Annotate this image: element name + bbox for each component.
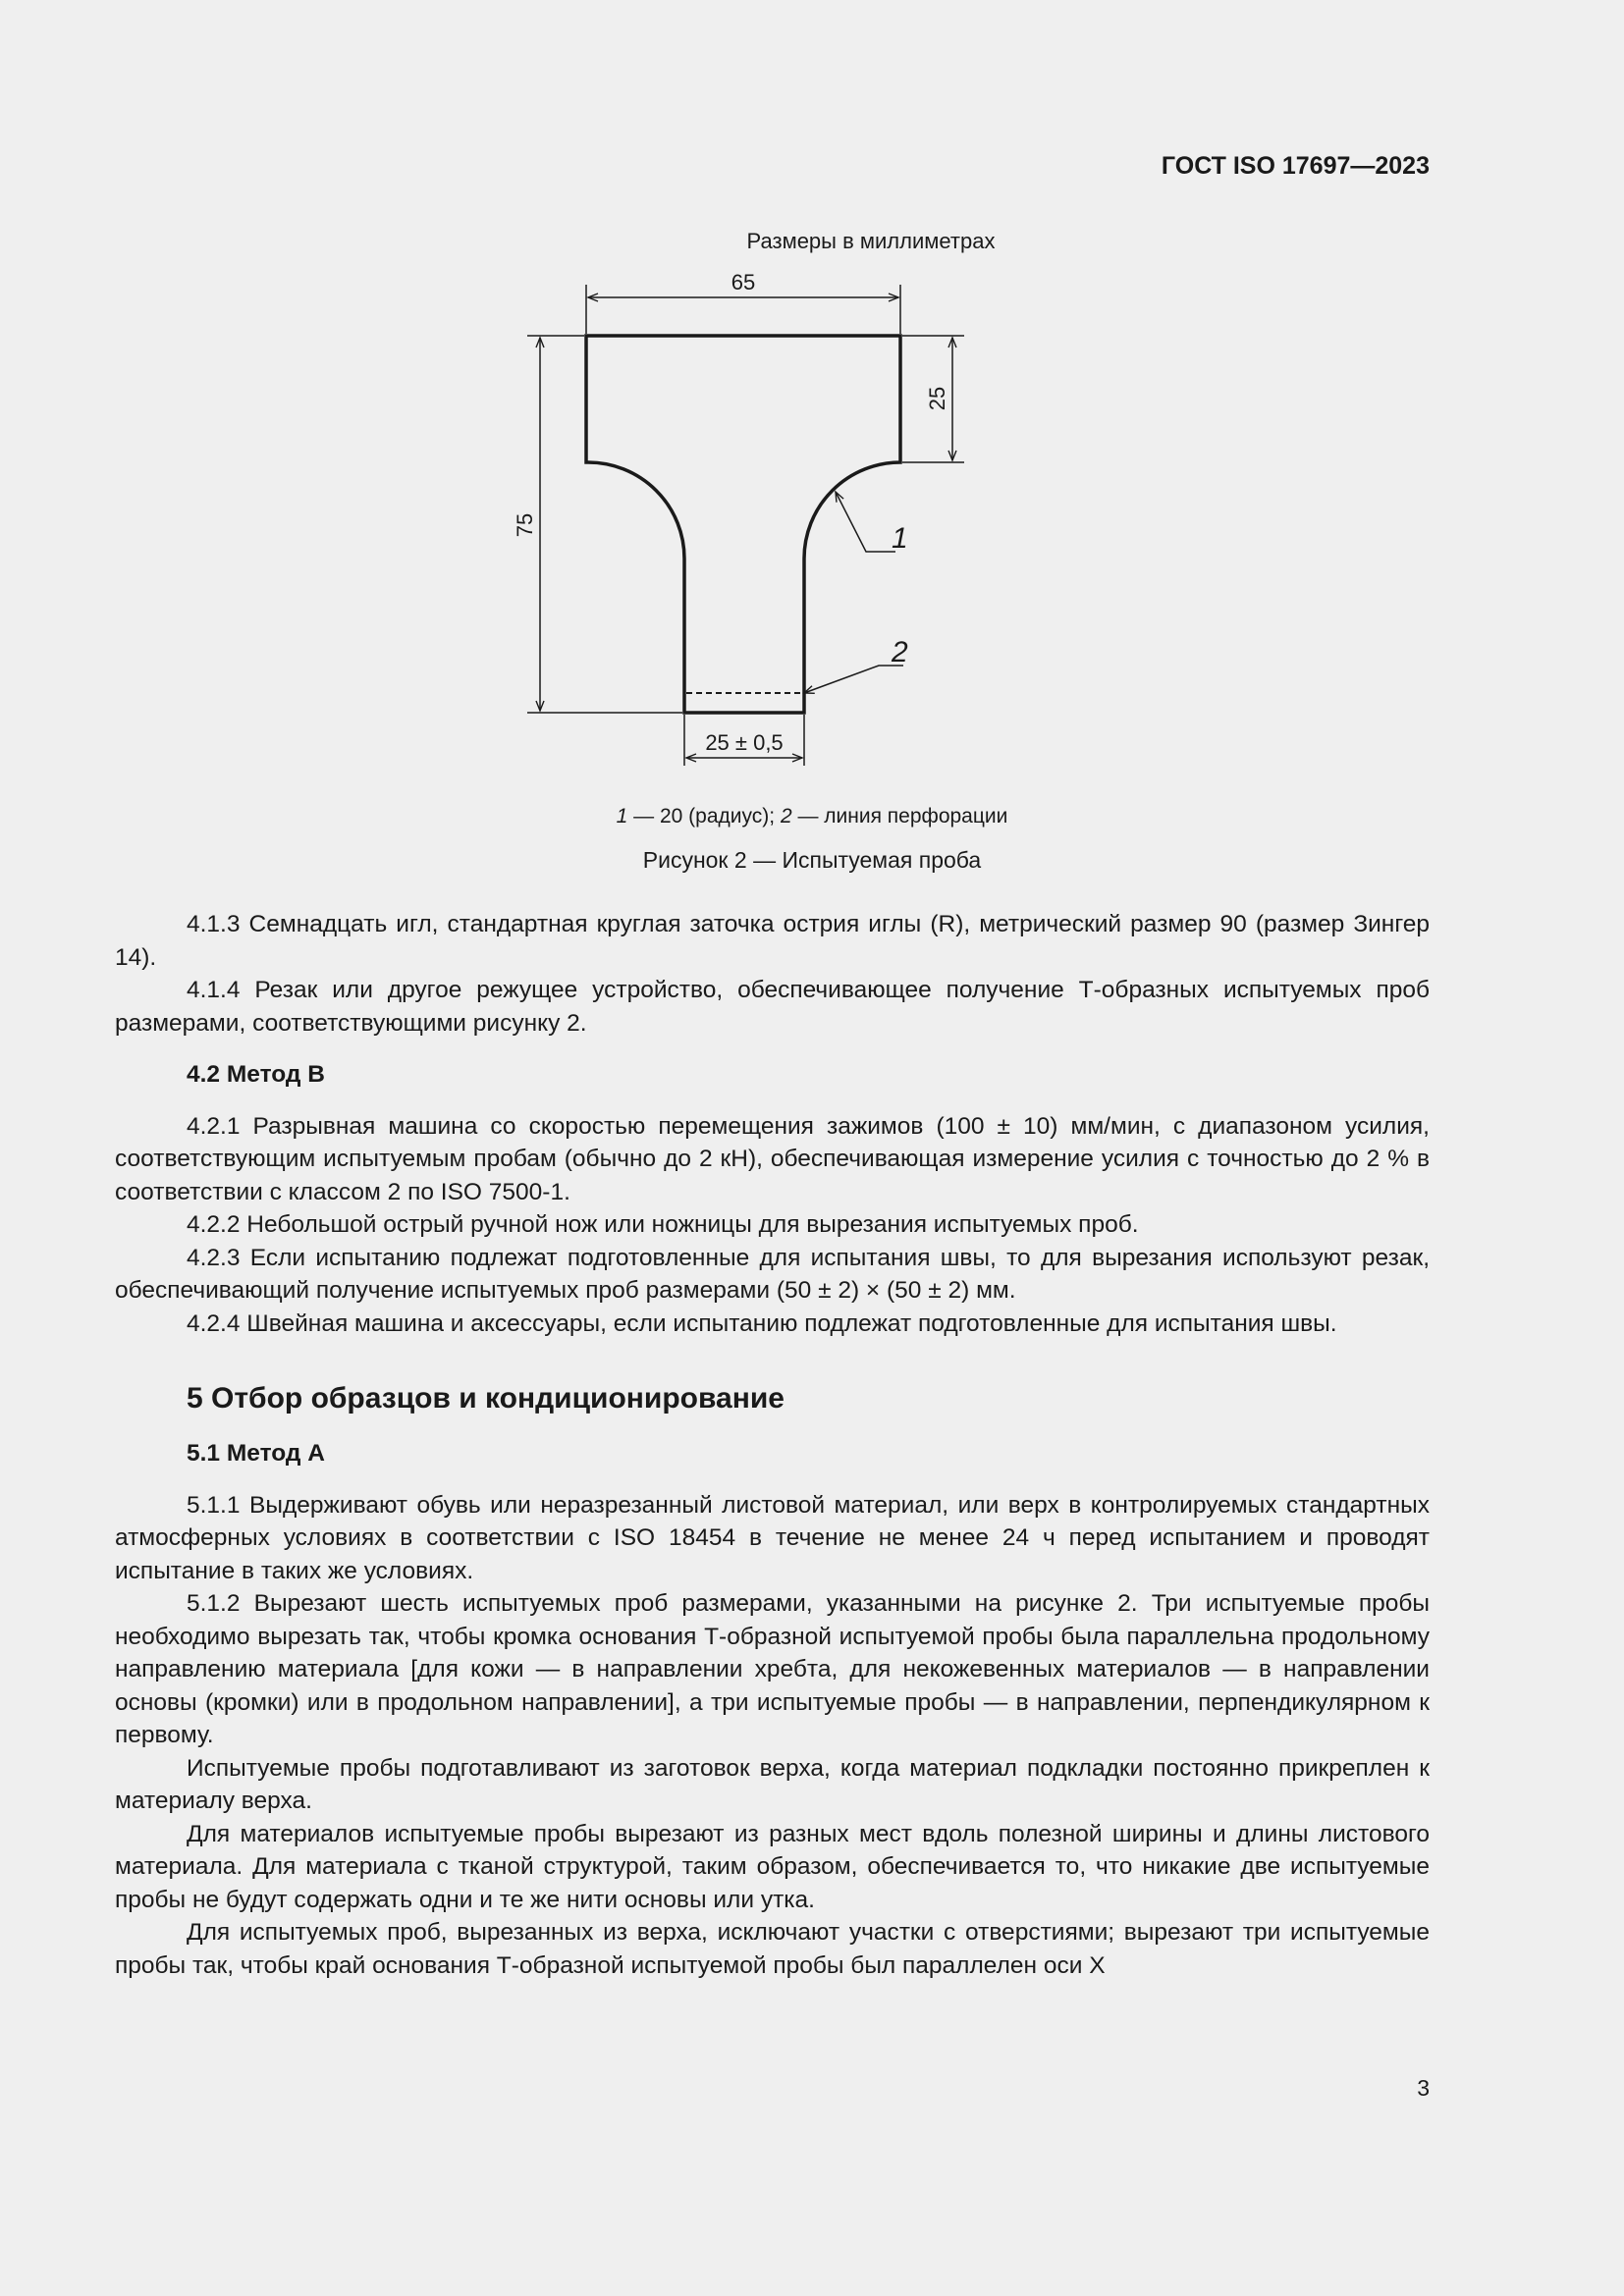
figure-units-note: Размеры в миллиметрах [746,229,996,253]
paragraph-4-1-3: 4.1.3 Семнадцать игл, стандартная круглая заточка острия иглы (R), метрический размер 90 (размер Зингер 14). [115,911,1430,971]
dim-width-bottom: 25 ± 0,5 [705,730,784,755]
legend-text-1: — 20 (радиус); [627,805,781,828]
leader-1 [836,492,895,552]
legend-num-2: 2 [780,805,792,828]
label-2: 2 [892,636,908,668]
paragraph-lining: Испытуемые пробы подготавливают из заготовок верха, когда материал подкладки постоянно прикреплен к материалу верха. [115,1754,1430,1814]
body-text [115,908,1430,1982]
dim-height-top: 25 [925,386,949,411]
paragraph-upper: Для испытуемых проб, вырезанных из верха, исключают участки с отверстиями; вырезают три испытуемые пробы так, чтобы край основания Т-образной испытуемой пробы был параллелен оси X [115,1919,1430,1979]
heading-5-1: 5.1 Метод А [187,1440,325,1467]
paragraph-5-1-2: 5.1.2 Вырезают шесть испытуемых проб размерами, указанными на рисунке 2. Три испытуемые пробы необходимо вырезать так, чтобы кромка основания Т-образной испытуемой пробы была параллельна продольному направлению материала [для кожи — в направлении хребта, для некожевенных материалов — в направлении основы (кромки) или в продольном направлении], а три испытуемые пробы — в направлении, перпендикулярном к первому. [115,1590,1430,1748]
paragraph-4-2-4: 4.2.4 Швейная машина и аксессуары, если испытанию подлежат подготовленные для испытания швы. [187,1309,1337,1337]
dim-width-top: 65 [731,270,756,294]
page-number: 3 [1417,2075,1430,2101]
t-shaped-specimen-drawing [0,0,1624,805]
paragraph-4-1-4: 4.1.4 Резак или другое режущее устройство, обеспечивающее получение Т-образных испытуемых проб размерами, соответствующими рисунку 2. [115,977,1430,1037]
legend-num-1: 1 [616,805,628,828]
paragraph-4-2-2: 4.2.2 Небольшой острый ручной нож или ножницы для вырезания испытуемых проб. [187,1211,1139,1238]
paragraph-4-2-3: 4.2.3 Если испытанию подлежат подготовленные для испытания швы, то для вырезания используют резак, обеспечивающий получение испытуемых проб размерами (50 ± 2) × (50 ± 2) мм. [115,1244,1430,1304]
legend-text-2: — линия перфорации [791,805,1008,828]
heading-4-2: 4.2 Метод В [187,1061,325,1088]
paragraph-materials: Для материалов испытуемые пробы вырезают из разных мест вдоль полезной ширины и длины листового материала. Для материала с тканой структурой, таким образом, обеспечивается то, что никакие две испытуемые пробы не будут содержать одни и те же нити основы или утка. [115,1820,1430,1913]
specimen-outline [586,336,900,713]
heading-5: 5 Отбор образцов и кондиционирование [187,1382,785,1415]
paragraph-5-1-1: 5.1.1 Выдерживают обувь или неразрезанный листовой материал, или верх в контролируемых стандартных атмосферных условиях в соответствии с ISO 18454 в течение не менее 24 ч перед испытанием и проводят испытание в таких же условиях. [115,1491,1430,1584]
figure-caption: Рисунок 2 — Испытуемая проба [642,847,982,873]
standard-code: ГОСТ ISO 17697—2023 [1161,152,1430,180]
paragraph-4-2-1: 4.2.1 Разрывная машина со скоростью перемещения зажимов (100 ± 10) мм/мин, с диапазоном усилия, соответствующим испытуемым пробам (обычно до 2 кН), обеспечивающая измерение усилия с точностью до 2 % в соответствии с классом 2 по ISO 7500-1. [115,1112,1430,1205]
figure-legend [0,805,1624,828]
dim-height-total: 75 [513,512,537,538]
label-1: 1 [892,522,908,555]
leader-2 [804,666,903,693]
